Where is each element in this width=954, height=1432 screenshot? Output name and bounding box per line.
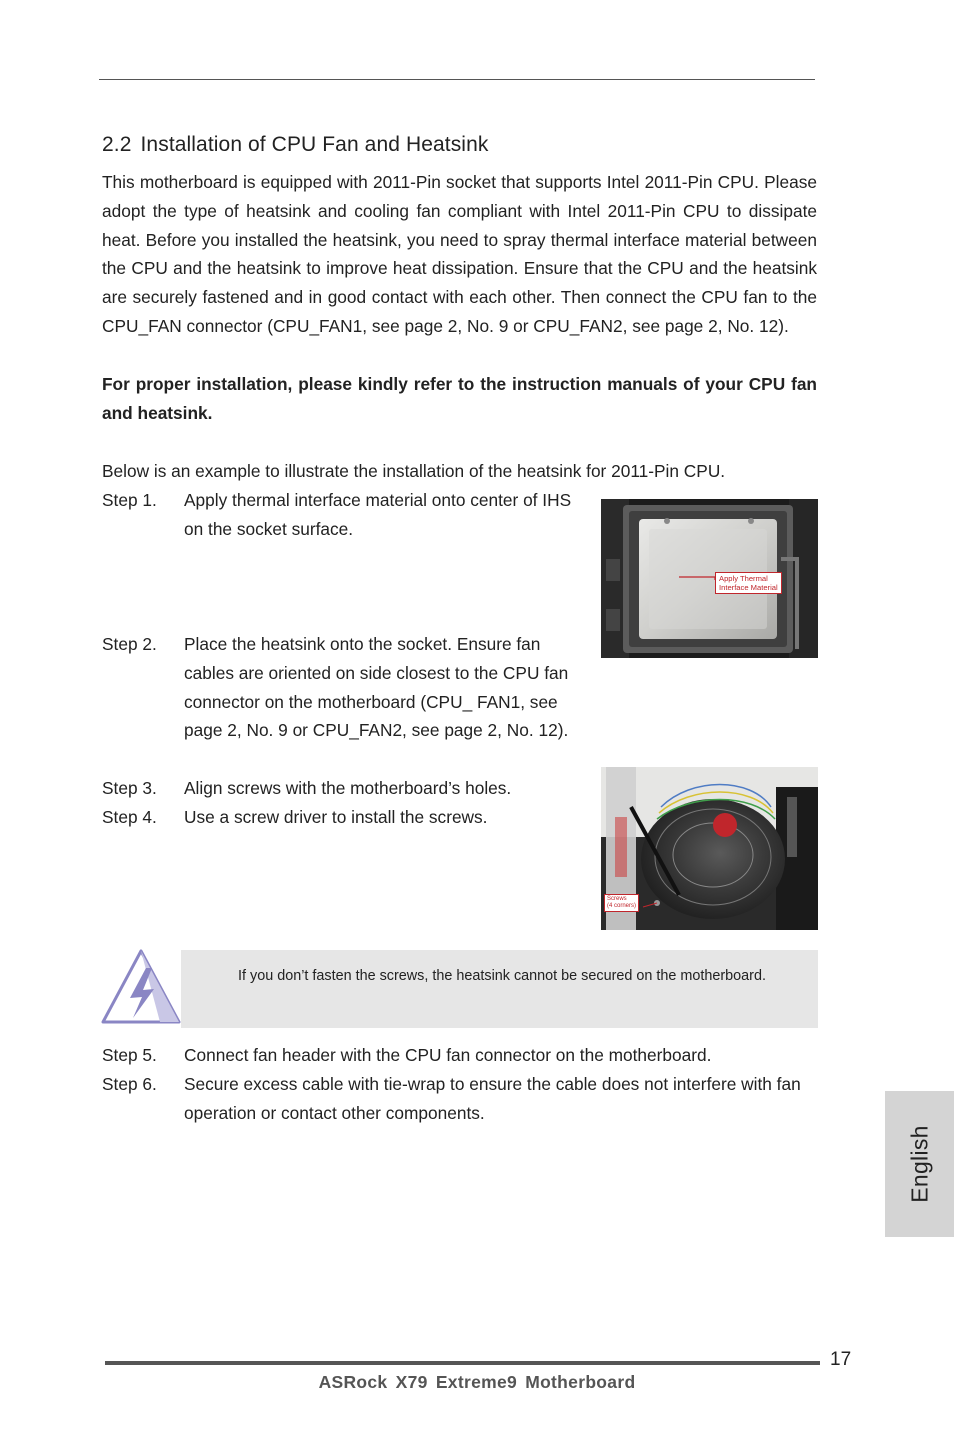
language-side-tab <box>885 1091 954 1237</box>
page-number: 17 <box>830 1349 852 1370</box>
step-label: Step 4. <box>102 807 157 827</box>
top-rule <box>99 79 815 80</box>
photo-callout-label <box>604 894 639 912</box>
caution-box <box>181 950 818 1028</box>
step-text: Apply thermal interface material onto center of IHS on the socket surface. <box>184 490 572 539</box>
warning-lightning-icon <box>100 948 182 1026</box>
step-label: Step 5. <box>102 1045 157 1065</box>
cpu-socket-photo <box>601 499 818 658</box>
step-label: Step 2. <box>102 634 157 654</box>
step-text: Secure excess cable with tie-wrap to ensure the cable does not interfere with fan operation or contact other components. <box>184 1074 801 1123</box>
side-tab-label: English <box>906 1125 932 1203</box>
section-number: 2.2 <box>102 133 132 156</box>
footer-rule <box>105 1361 820 1365</box>
step-label: Step 1. <box>102 490 157 510</box>
intro-paragraph: This motherboard is equipped with 2011-Pin socket that supports Intel 2011-Pin CPU. Please adopt the type of heatsink and cooling fan compliant with Intel 2011-Pin CPU to dissipate heat. Before you installed the heatsink, you need to spray thermal interface material between the CPU and the heatsink to improve heat dissipation. Ensure that the CPU and the heatsink are securely fastened and in good contact with each other. Then connect the CPU fan to the CPU_FAN connector (CPU_FAN1, see page 2, No. 9 or CPU_FAN2, see page 2, No. 12). <box>102 172 817 336</box>
step-text: Use a screw driver to install the screws. <box>184 807 488 827</box>
step-text: Place the heatsink onto the socket. Ensure fan cables are oriented on side closest to the CPU fan connector on the motherboard (CPU_ FAN1, see page 2, No. 9 or CPU_FAN2, see page 2, No. 12). <box>184 634 569 741</box>
caution-text: If you don’t fasten the screws, the heatsink cannot be secured on the motherboard. <box>238 968 766 984</box>
callout-line-1: Apply Thermal <box>719 574 768 583</box>
callout-line-1: Screws <box>607 896 627 902</box>
heatsink-photo <box>601 767 818 930</box>
footer-title: ASRock X79 Extreme9 Motherboard <box>318 1372 636 1392</box>
step-label: Step 6. <box>102 1074 157 1094</box>
step-label: Step 3. <box>102 778 157 798</box>
callout-line-2: (4 corners) <box>607 903 637 909</box>
step-text: Align screws with the motherboard’s holes. <box>184 778 512 798</box>
bold-note: For proper installation, please kindly refer to the instruction manuals of your CPU fan and heatsink. <box>102 374 817 423</box>
section-title-text: Installation of CPU Fan and Heatsink <box>140 133 489 156</box>
photo-callout-label <box>715 572 782 594</box>
callout-line-2: Interface Material <box>719 583 778 592</box>
section-title <box>102 133 488 157</box>
example-intro: Below is an example to illustrate the installation of the heatsink for 2011-Pin CPU. <box>102 461 726 481</box>
step-text: Connect fan header with the CPU fan connector on the motherboard. <box>184 1045 712 1065</box>
